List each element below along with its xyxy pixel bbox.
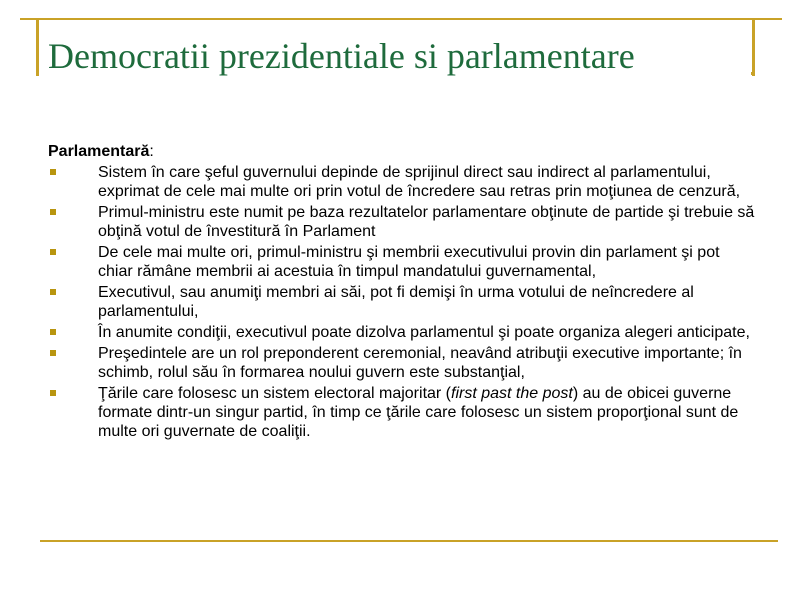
bullet-text: În anumite condiţii, executivul poate dizolva parlamentul şi poate organiza alegeri anticipate, [98, 324, 750, 341]
square-bullet-icon [50, 169, 56, 175]
bullet-text: De cele mai multe ori, primul-ministru şi membrii executivului provin din parlament şi pot chiar rămâne membrii ai acestuia în timpul mandatului guvernamental, [98, 244, 720, 280]
square-bullet-icon [50, 329, 56, 335]
square-bullet-icon [50, 209, 56, 215]
bullet-text: Executivul, sau anumiţi membri ai săi, pot fi demişi în urma votului de neîncredere al parlamentului, [98, 284, 694, 320]
slide-title: Democratii prezidentiale si parlamentare [48, 36, 635, 76]
bottom-rule [40, 540, 778, 542]
bullet-item [48, 323, 758, 342]
bullet-item [48, 163, 758, 201]
title-right-bar [752, 19, 755, 76]
bullet-item [48, 203, 758, 241]
section-heading [48, 142, 758, 161]
square-bullet-icon [50, 350, 56, 356]
bullet-text-after: ) au de obicei guverne formate dintr-un singur partid, în timp ce ţările care folosesc un sistem proporţional sunt de multe ori guvernate de coaliţii. [98, 385, 739, 440]
square-bullet-icon [50, 249, 56, 255]
slide-content [48, 142, 758, 443]
bullet-text-emphasis: first past the post [451, 385, 573, 402]
bullet-item [48, 283, 758, 321]
top-rule [20, 18, 782, 20]
square-bullet-icon [50, 390, 56, 396]
bullet-list [48, 163, 758, 441]
title-left-bar [36, 19, 39, 76]
section-label: Parlamentară [48, 143, 150, 160]
square-bullet-icon [50, 289, 56, 295]
bullet-text-before: Ţările care folosesc un sistem electoral majoritar ( [98, 385, 452, 402]
bullet-item [48, 243, 758, 281]
title-accent-dot [751, 72, 754, 75]
bullet-item [48, 384, 758, 441]
bullet-text: Preşedintele are un rol preponderent ceremonial, neavând atribuţii executive importante; în schimb, rolul său în formarea noului guvern este substanţial, [98, 345, 742, 381]
bullet-item [48, 344, 758, 382]
bullet-text: Sistem în care şeful guvernului depinde de sprijinul direct sau indirect al parlamentului, exprimat de cele mai multe ori prin votul de încredere sau retras prin moţiunea de cenzură, [98, 164, 741, 200]
bullet-text: Primul-ministru este numit pe baza rezultatelor parlamentare obţinute de partide şi trebuie să obţină votul de învestitură în Parlament [98, 204, 755, 240]
section-colon: : [149, 143, 154, 160]
